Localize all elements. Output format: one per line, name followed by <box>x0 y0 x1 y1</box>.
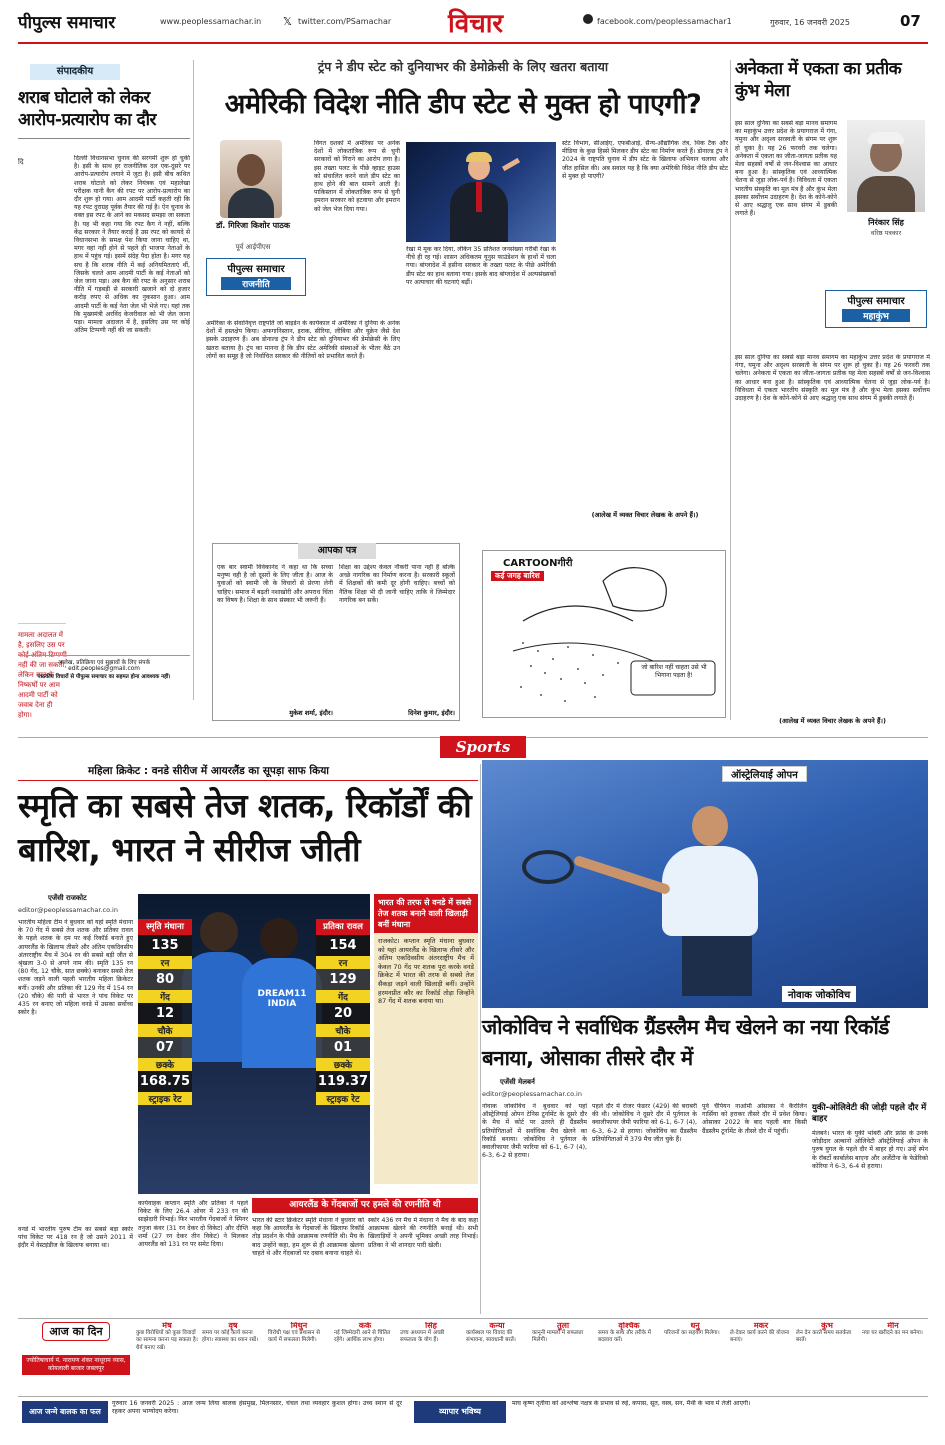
twitter-link[interactable]: twitter.com/PSamachar <box>298 17 392 26</box>
rashi-name: कन्या <box>489 1322 505 1330</box>
rashi-item <box>268 1322 330 1392</box>
tennis-email[interactable]: editor@peoplessamachar.co.in <box>482 1090 582 1098</box>
tennis-body1: नोवाक जोकोविच ने बुधवार को यहां ऑस्ट्रेलियाई ओपन टेनिस टूर्नामेंट के दूसरे दौर के मैच में कोर्ट पर उतरते ही ग्रैंडस्लैम प्रतियोगिताओं में सर्वाधिक मैच खेलने का रिकॉर्ड बनाया। जोकोविच ने पुर्तगाल के क्वालीफायर जैमी फारिया को 6-1, 6-7 (4), 6-3, 6-2 से हराया। <box>482 1103 587 1160</box>
author-photo <box>220 140 282 218</box>
business-label: व्यापार भविष्य <box>414 1401 506 1423</box>
player1-name: स्मृति मंधाना <box>138 919 192 935</box>
stat-value: 119.37 <box>316 1071 370 1092</box>
letter2: शिक्षा का उद्देश्य केवल नौकरी पाना नहीं है बल्कि अच्छे नागरिक का निर्माण करना है। सरकारी स्कूलों में शिक्षकों की कमी दूर होनी चाहिए। बच्चों को नैतिक शिक्षा भी दी जानी चाहिए ताकि वे जिम्मेदार नागरिक बन सकें। <box>339 564 455 604</box>
sidebar-title: भारत की तरफ से वनडे में सबसे तेज शतक बनाने वाली खिलाड़ी बनीं मंधाना <box>374 894 478 933</box>
main-article <box>198 58 728 548</box>
section-title: विचार <box>448 9 504 39</box>
tennis-side-body: मेलबर्न। भारत के युकी भांबरी और फ्रांस के उनके जोड़ीदार अल्बानो ओलिवेटी ऑस्ट्रेलियाई ओपन के पुरुष युगल के पहले दौर में बाहर हो गए। उन्हें स्पेन के रॉबर्टो कार्बालेस बाएना और अर्जेंटीना के फेडेरिको कोरिया ने 6-3, 6-4 से हराया। <box>812 1130 928 1170</box>
logo: पीपुल्स समाचार <box>18 13 116 33</box>
cricket-sub-body1b <box>138 1274 248 1322</box>
main-col4: स्टेट विभाग, सीआईए, एफबीआई, सैन्य-औद्योगिक तंत्र, थिंक टैंक और मीडिया के कुछ हिस्से मिलकर डीप स्टेट का निर्माण करते हैं। डोनाल्ड ट्रंप ने 2024 के राष्ट्रपति चुनाव में डीप स्टेट के खिलाफ अभियान चलाया और जीत हासिल की। अब सवाल यह है कि क्या अमेरिकी विदेश नीति डीप स्टेट से मुक्त हो पाएगी? <box>562 140 728 180</box>
column-divider <box>193 60 194 700</box>
facebook-icon <box>583 14 593 24</box>
rashi-item <box>862 1322 924 1392</box>
cartoon-bubble: जो बारिश नहीं चाहता उसे भी भिगाना पड़ता है! <box>641 664 707 679</box>
stat-label: गेंद <box>138 990 192 1003</box>
rashi-item <box>664 1322 726 1392</box>
stat-label: चौके <box>316 1024 370 1037</box>
tennis-photo <box>482 760 928 1008</box>
letter1: एक बार स्वामी विवेकानंद ने कहा था कि सच्चा मनुष्य वही है जो दूसरों के लिए जीता है। आज के युवाओं को स्वामी जी के विचारों से प्रेरणा लेनी चाहिए। समाज में बढ़ती नशाखोरी और अपराध चिंता का विषय है। शिक्षा के साथ संस्कार भी जरूरी हैं। <box>217 564 333 604</box>
tennis-side-title: युकी-ओलिवेटी की जोड़ी पहले दौर में बाहर <box>812 1103 927 1124</box>
website[interactable]: www.peoplessamachar.in <box>160 17 262 26</box>
sidebar-body: राजकोट। कप्तान स्मृति मंधाना बुधवार को यहां आयरलैंड के खिलाफ तीसरे और अंतिम एकदिवसीय अंतरराष्ट्रीय मैच में केवल 70 गेंद पर शतक पूरा करके वनडे क्रिकेट में भारत की तरफ से सबसे तेज सैकड़ा जड़ने वाली खिलाड़ी बनीं। उन्होंने हरमनप्रीत कौर का रिकॉर्ड तोड़ा जिन्होंने 87 गेंद में शतक बनाया था। <box>378 937 474 1006</box>
masthead-rule <box>18 42 928 44</box>
rashi-name: वृश्चिक <box>618 1322 640 1330</box>
author-name: डॉ. गिरिजा किशोर पाठक <box>215 221 291 230</box>
rashi-item <box>532 1322 594 1392</box>
page-number: 07 <box>900 12 921 30</box>
stat-value: 168.75 <box>138 1071 192 1092</box>
letters-box <box>212 543 460 721</box>
main-footnote: (आलेख में व्यक्त विचार लेखक के अपने हैं।) <box>591 511 699 519</box>
main-col3: रेखा में मूक कर दिया, लेकिन 35 प्रतिशत जनसंख्या गरीबी रेखा के नीचे ही रह गई। शासन अधिकतम यूनुस फाउंडेशन के हाथों में चला गया। बांग्लादेश में हसीना सरकार के तख्ता पलट के पीछे अमेरिकी डीप स्टेट का हाथ बताया गया। इसके बाद बांग्लादेश में अल्पसंख्यकों पर अत्याचार की घटनाएं बढ़ीं। <box>406 246 556 286</box>
rashi-name: मकर <box>753 1322 769 1330</box>
birth-text: गुरुवार 16 जनवरी 2025 : आज जन्म लिया बालक हंसमुख, मिलनसार, चंचल तथा व्यवहार कुशल होगा। उच्च स्थान से दूर रहकर अपना भाग्योदय करेगा। <box>112 1400 402 1416</box>
cricket-article <box>18 764 478 1324</box>
main-headline: अमेरिकी विदेश नीति डीप स्टेट से मुक्त हो पाएगी? <box>224 89 702 120</box>
stat-value: 135 <box>138 935 192 956</box>
kumbh-author-photo <box>847 120 925 212</box>
cricket-sub-body1: कार्यवाहक कप्तान स्मृति और प्रतिका ने पहले विकेट के लिए 26.4 ओवर में 233 रन की साझेदारी निभाई। फिर भारतीय गेंदबाजों ने स्पिनर तनुजा कंवर (31 रन देकर दो विकेट) और दीप्ति शर्मा (27 रन देकर तीन विकेट) ने मिलकर आयरलैंड को 131 रन पर समेट दिया। <box>138 1200 248 1249</box>
rashi-item <box>598 1322 660 1392</box>
rashi-text: कार्यस्थल पर विवाद की संभावना, सावधानी बरतें। <box>466 1329 516 1343</box>
stat-value: 154 <box>316 935 370 956</box>
kumbh-col2: इस साल दुनिया का सबसे बड़ा मानव समागम का महाकुंभ उत्तर प्रदेश के प्रयागराज में गंगा, यमुना और अदृश्य सरस्वती के संगम पर शुरू हो चुका है। यह 26 फरवरी तक चलेगा। अनेकता में एकता का जीता-जागता प्रतीक यह मेला सहस्त्रों वर्षों से जन-विश्वास का आधार बना हुआ है। सांस्कृतिक एवं आध्यात्मिक चेतना से जुड़ा लोक-पर्व है। विविधता में एकता भारतीय संस्कृति का मूल मंत्र है और कुंभ मेला इसका सर्वोत्तम उदाहरण है। देश के कोने-कोने से आए श्रद्धालु एक साथ संगम में डुबकी लगाते हैं। <box>735 354 930 403</box>
cartoon-box <box>482 550 726 718</box>
rashi-item <box>400 1322 462 1392</box>
pull-quote: मामला अदालत में है, इसलिए उस पर कोई अंतिम टिप्पणी नहीं की जा सकती, लेकिन रपट के निष्कर्षों पर आम आदमी पार्टी को जवाब देना ही होगा। <box>18 631 67 719</box>
kumbh-col1: इस साल दुनिया का सबसे बड़ा मानव समागम का महाकुंभ उत्तर प्रदेश के प्रयागराज में गंगा, यमुना और अदृश्य सरस्वती के संगम पर शुरू हो चुका है। यह 26 फरवरी तक चलेगा। अनेकता में एकता का जीता-जागता प्रतीक यह मेला सहस्त्रों वर्षों से जन-विश्वास का आधार बना हुआ है। सांस्कृतिक एवं आध्यात्मिक चेतना से जुड़ा लोक-पर्व है। विविधता में एकता भारतीय संस्कृति का मूल मंत्र है और कुंभ मेला इसका सर्वोत्तम उदाहरण है। देश के कोने-कोने से आए श्रद्धालु एक साथ संगम में डुबकी लगाते हैं। <box>735 120 837 218</box>
trump-photo <box>406 142 556 242</box>
kumbh-footnote: (आलेख में व्यक्त विचार लेखक के अपने हैं।) <box>779 717 886 725</box>
cricket-headline: स्मृति का सबसे तेज शतक, रिकॉर्डों की बारिश, भारत ने सीरीज जीती <box>18 786 472 869</box>
edit-email[interactable]: edit.peoples@gmail.com <box>68 666 140 672</box>
letters-title: आपका पत्र <box>298 543 376 559</box>
rashi-item <box>202 1322 264 1392</box>
kumbh-badge: पीपुल्स समाचार महाकुंभ <box>825 290 927 328</box>
tennis-body3: पूर्व चैंपियन नाओमी ओसाका ने कैरोलिन गार्सिया को हराकर तीसरे दौर में प्रवेश किया। ओसाका 2022 के बाद पहली बार किसी ग्रैंडस्लैम टूर्नामेंट के तीसरे दौर में पहुंचीं। <box>702 1103 807 1135</box>
cartoon-title: CARTOONगीरी <box>503 558 573 569</box>
rashi-item <box>136 1322 198 1392</box>
kumbh-tag: महाकुंभ <box>842 309 910 322</box>
horoscope-header <box>22 1322 130 1396</box>
rashi-text: उच्च अध्ययन में अच्छी सफलता के योग हैं। <box>400 1329 445 1343</box>
divider <box>18 138 190 139</box>
stat-label: चौके <box>138 1024 192 1037</box>
horoscope-title: आज का दिन <box>42 1322 110 1341</box>
stat-label: छक्के <box>316 1058 370 1071</box>
stat-value: 129 <box>316 969 370 990</box>
rashi-name: मीन <box>887 1322 899 1330</box>
letter2-signature: दिनेश कुमार, इंदौर। <box>408 709 455 717</box>
kumbh-article <box>735 58 930 728</box>
kumbh-author-name: निरंकार सिंह <box>868 218 904 227</box>
rashi-name: कुंभ <box>821 1322 833 1330</box>
business-text: माघ कृष्ण तृतीया को आश्लेषा नक्षत्र के प्रभाव से रुई, कपास, सूत, वस्त्र, सन, मैथी के भाव में तेजी आएगी। <box>512 1400 751 1407</box>
rashi-name: धनु <box>690 1322 700 1330</box>
rashi-name: वृष <box>228 1322 238 1330</box>
cricket-subhead: आयरलैंड के गेंदबाजों पर हमले की रणनीति थी <box>252 1198 478 1213</box>
tennis-caption: नोवाक जोकोविच <box>782 986 856 1002</box>
horoscope-info: ज्योतिषाचार्य पं. नारायण शंकर नाथूराम व्यास, कोयलाली बाजार जबलपुर <box>22 1355 130 1375</box>
stats1-list <box>138 935 192 1105</box>
rashi-name: मेष <box>162 1322 172 1330</box>
date: गुरुवार, 16 जनवरी 2025 <box>770 18 850 27</box>
main-col2: अमेरिका के सेवानिवृत्त राष्ट्रपति जो बाइडेन के कार्यकाल में अमेरिका ने दुनिया के अनेक देशों में हस्तक्षेप किया। अफगानिस्तान, इराक, सीरिया, लीबिया और यूक्रेन जैसे देश इसके उदाहरण हैं। अब डोनाल्ड ट्रंप ने डीप स्टेट को दुनियाभर की डेमोक्रेसी के लिए खतरा बताया है। ट्रंप का मानना है कि डीप स्टेट अमेरिकी संस्थाओं के भीतर बैठे उन लोगों का समूह है जो निर्वाचित सरकार की नीतियों को प्रभावित करते हैं। <box>206 320 400 360</box>
facebook-link[interactable]: facebook.com/peoplessamachar1 <box>597 17 732 26</box>
player2-name: प्रतिका रावल <box>316 919 370 935</box>
stats2-list <box>316 935 370 1105</box>
rashi-text: नया घर खरीदने का मन बनेगा। <box>862 1329 923 1336</box>
stats-smriti <box>138 919 192 1105</box>
rashi-text: परिजनों का सहयोग मिलेगा। <box>664 1329 720 1336</box>
rashi-text: नई जिम्मेदारी आने से चिंतित रहेंगे। आर्थिक लाभ होगा। <box>334 1329 391 1343</box>
stat-label: रन <box>138 956 192 969</box>
editorial-headline: शराब घोटाले को लेकर आरोप-प्रत्यारोप का दौर <box>18 88 156 130</box>
author-role: पूर्व आईपीएस <box>235 243 271 251</box>
rashi-text: विरोधी पक्ष एवं प्रशासन से कार्य में सफलता मिलेगी। <box>268 1329 320 1343</box>
cricket-dateline: एजेंसी राजकोट <box>48 894 87 902</box>
cricket-sidebar <box>374 894 478 1184</box>
stat-value: 80 <box>138 969 192 990</box>
sports-banner: Sports <box>440 736 526 758</box>
jersey-text: DREAM11 INDIA <box>257 989 307 1009</box>
cricket-body2: वनडे में भारतीय पुरुष टीम का सबसे बड़ा स्कोर पांच विकेट पर 418 रन है जो उसने 2011 में इंदौर में वेस्टइंडीज के खिलाफ बनाया था। <box>18 1226 133 1250</box>
rashi-name: सिंह <box>425 1322 437 1330</box>
cartoon-subtitle: कई जगह बारिश <box>491 571 544 581</box>
birth-label: आज जन्मे बालक का फल <box>22 1401 108 1423</box>
stat-label: रन <box>316 956 370 969</box>
tennis-dateline: एजेंसी मेलबर्न <box>500 1078 535 1086</box>
letter1-signature: मुकेश शर्मा, इंदौर। <box>289 709 333 717</box>
rashi-text: समय के साथ तौर तरीके में बदलाव करें। <box>598 1329 651 1343</box>
stats-pratika <box>316 919 370 1105</box>
rashi-item <box>466 1322 528 1392</box>
stat-label: स्ट्राइक रेट <box>138 1092 192 1105</box>
rashi-name: कर्क <box>358 1322 372 1330</box>
cricket-kicker: महिला क्रिकेट : वनडे सीरीज में आयरलैंड का सूपड़ा साफ किया <box>88 765 330 777</box>
x-icon: 𝕏 <box>283 15 292 28</box>
tennis-tag: ऑस्ट्रेलियाई ओपन <box>722 766 807 782</box>
cricket-email[interactable]: editor@peoplessamachar.co.in <box>18 906 118 914</box>
tennis-body2: पहले दौर में रोजर फेडरर (429) की बराबरी की थी। जोकोविच ने दूसरे दौर में पुर्तगाल के क्वालीफायर जैमी फारिया को 6-1, 6-7 (4), 6-3, 6-2 से हराया। जोकोविच का ग्रैंडस्लैम प्रतियोगिताओं में 379 मैच जीत चुके हैं। <box>592 1103 697 1143</box>
stat-value: 20 <box>316 1003 370 1024</box>
editorial-body: दिल्ली विधानसभा चुनाव की सरगर्मी शुरू हो चुकी है। इसी के साथ हर राजनीतिक दल एक-दूसरे पर आरोप-प्रत्यारोप लगाने में जुटा है। इसी बीच कथित शराब घोटाले को लेकर नियंत्रक एवं महालेखा परीक्षक यानी कैग की रपट पर आरोप-प्रत्यारोप का दौर शुरू हो गया। आम आदमी पार्टी कहती रही कि यह रपट दुराग्रह पूर्वक तैयार की गई है। ऐन चुनाव के वक्त इस रपट के आने का मकसद समझा जा सकता है। यह भी कहा गया कि रपट कैग ने नहीं, बल्कि केंद्र सरकार ने तैयार कराई है उस रपट को कायदे से विधानसभा के समक्ष पेश किया जाना चाहिए था, मगर वहां नहीं होने से पहले ही भाजपा नेताओं के हाथ में पहुंच गई। इसमें संदेह पैदा होता है। मगर यह सच है कि शराब नीति में कई अनियमितताएं थीं, जिसके चलते आम आदमी पार्टी के कई नेताओं को जेल जाना पड़ा। अब कैग की रपट के अनुसार शराब नीति में गड़बड़ी से सरकारी खजाने को दो हजार करोड़ रुपए से अधिक का नुकसान हुआ। आम आदमी पार्टी के कई नेता जेल भी भेजे गए। यहां तक कि मुख्यमंत्री अरविंद केजरीवाल को भी जेल जाना पड़ा। मामला अदालत में है, इसलिए उस पर कोई अंतिम टिप्पणी नहीं की जा सकती। <box>74 155 190 335</box>
cricket-sub-body3: स्कोर 436 रन मैच में मंधाना ने मैच के बाद कहा आक्रामक खेलने की रणनीति बनाई थी। सभी खिलाड़ियों ने अपनी भूमिका अच्छी तरह निभाई। प्रतिका ने भी शानदार पारी खेली। <box>368 1217 478 1249</box>
kumbh-author-role: वरिष्ठ पत्रकार <box>870 229 902 237</box>
editorial-tag: संपादकीय <box>30 64 120 80</box>
cricket-sub-body2: भारत की स्टार क्रिकेटर स्मृति मंधाना ने बुधवार को कहा कि आयरलैंड के गेंदबाजों के खिलाफ रिकॉर्ड तोड़ प्रदर्शन के पीछे आक्रामक रणनीति थी। मैच के बाद उन्होंने कहा, हम शुरू से ही आक्रामक खेलना चाहते थे और गेंदबाजों पर दबाव बनाना चाहते थे। <box>252 1217 364 1257</box>
kumbh-headline: अनेकता में एकता का प्रतीक कुंभ मेला <box>735 59 902 101</box>
editorial-column: संपादकीय शराब घोटाले को लेकर आरोप-प्रत्यारोप का दौर दिल्ली विधानसभा चुनाव की सरगर्मी शुरू हो चुकी है। इसी के साथ हर राजनीतिक दल एक-दूसरे पर आरोप-प्रत्यारोप लगाने में जुटा है। इसी बीच कथित शराब घोटाले को लेकर नियंत्रक एवं महालेखा परीक्षक यानी कैग की रपट पर आरोप-प्रत्यारोप का दौर शुरू हो गया। आम आदमी पार्टी कहती रही कि यह रपट दुराग्रह पूर्वक तैयार की गई है। ऐन चुनाव के वक्त इस रपट के आने का मकसद समझा जा सकता है। यह भी कहा गया कि रपट कैग ने नहीं, बल्कि केंद्र सरकार ने तैयार कराई है उस रपट को कायदे से विधानसभा के समक्ष पेश किया जाना चाहिए था, मगर वहां नहीं होने से पहले ही भाजपा नेताओं के हाथ में पहुंच गई। इसमें संदेह पैदा होता है। मगर यह सच है कि शराब नीति में कई अनियमितताएं थीं, जिसके चलते आम आदमी पार्टी के कई नेताओं को जेल जाना पड़ा। अब कैग की रपट के अनुसार शराब नीति में गड़बड़ी से सरकारी खजाने को दो हजार करोड़ रुपए से अधिक का नुकसान हुआ। आम आदमी पार्टी के कई नेता जेल भी भेजे गए। यहां तक कि मुख्यमंत्री अरविंद केजरीवाल को भी जेल जाना पड़ा। मामला अदालत में है, इसलिए उस पर कोई अंतिम टिप्पणी नहीं की जा सकती। दि मामला अदालत में है, इसलिए उस पर कोई अंतिम टिप्पणी नहीं की जा सकती, लेकिन रपट के निष्कर्षों पर आम आदमी पार्टी को जवाब देना ही होगा। आलेख, प्रतिक्रिया एवं सुझावों के लिए संपर्क edit.peoples@gmail.com पाठकीय विचारों से पीपुल्स समाचार का सहमत होना आवश्यक नहीं। <box>18 60 190 710</box>
rashi-text: समय पर कोई कार्य करना होगा। स्वास्थ्य का ध्यान रखें। <box>202 1329 259 1343</box>
editorial-footer: आलेख, प्रतिक्रिया एवं सुझावों के लिए संपर्क edit.peoples@gmail.com पाठकीय विचारों से पीपुल्स समाचार का सहमत होना आवश्यक नहीं। <box>18 655 190 695</box>
rashi-text: कानूनी मामलों में सफलता मिलेगी। <box>532 1329 584 1343</box>
rashi-name: तुला <box>556 1322 570 1330</box>
rashi-text: लेन देन करते समय सतर्कता बरतें। <box>796 1329 852 1343</box>
stat-value: 01 <box>316 1037 370 1058</box>
rashi-text: ले-देकर कार्य करने की योजना बनाएं। <box>730 1329 790 1343</box>
tennis-headline: जोकोविच ने सर्वाधिक ग्रैंडस्लैम मैच खेलने का नया रिकॉर्ड बनाया, ओसाका तीसरे दौर में <box>482 1015 889 1070</box>
cricket-body1: भारतीय महिला टीम ने बुधवार को यहां स्मृति मंधाना के 70 गेंद में सबसे तेज शतक और प्रतिका रावल के पहले शतक के दम पर कई रिकॉर्ड बनाते हुए आयरलैंड के खिलाफ तीसरे और अंतिम एकदिवसीय अंतरराष्ट्रीय मैच में 304 रन की सबसे बड़ी जीत से श्रृंखला 3-0 से अपने नाम की। स्मृति 135 रन (80 गेंद, 12 चौके, सात छक्के) बनाकर सबसे तेज शतक जड़ने वाली पहली भारतीय महिला क्रिकेटर बनीं। उनकी और प्रतिका की 129 गेंद में 154 रन (20 चौके) की पारी से भारत ने पांच विकेट पर 435 रन बनाए जो महिला वनडे में उसका सर्वोच्च स्कोर है। <box>18 919 133 1017</box>
rashi-name: मिथुन <box>290 1322 308 1330</box>
stat-label: गेंद <box>316 990 370 1003</box>
stat-value: 07 <box>138 1037 192 1058</box>
stat-value: 12 <box>138 1003 192 1024</box>
tennis-article <box>482 760 928 1320</box>
politics-tag: राजनीति <box>221 277 291 290</box>
main-col1: विगत दशकों में अमेरिका पर अनेक देशों में लोकतांत्रिक रूप से चुनी सरकारों को गिराने का आरोप लगा है। इस तख्ता पलट के पीछे व्हाइट हाउस को संचालित करने वाले डीप स्टेट का हाथ होने की बात सामने आती है। पाकिस्तान में लोकतांत्रिक रूप से चुनी इमरान सरकार को हटवाया और इमरान को जेल भेज दिया गया। <box>314 140 400 213</box>
stat-label: स्ट्राइक रेट <box>316 1092 370 1105</box>
rashi-item <box>796 1322 858 1392</box>
main-kicker: ट्रंप ने डीप स्टेट को दुनियाभर की डेमोक्रेसी के लिए खतरा बताया <box>317 59 609 74</box>
rashi-item <box>334 1322 396 1392</box>
rashi-text: कुछ विरोधियों को कुछ विवादों का सामना करना पड़ सकता है। धैर्य बनाए रखें। <box>136 1329 198 1351</box>
rashi-item <box>730 1322 792 1392</box>
stat-label: छक्के <box>138 1058 192 1071</box>
masthead <box>0 0 945 46</box>
politics-badge: पीपुल्स समाचार राजनीति <box>206 258 306 296</box>
